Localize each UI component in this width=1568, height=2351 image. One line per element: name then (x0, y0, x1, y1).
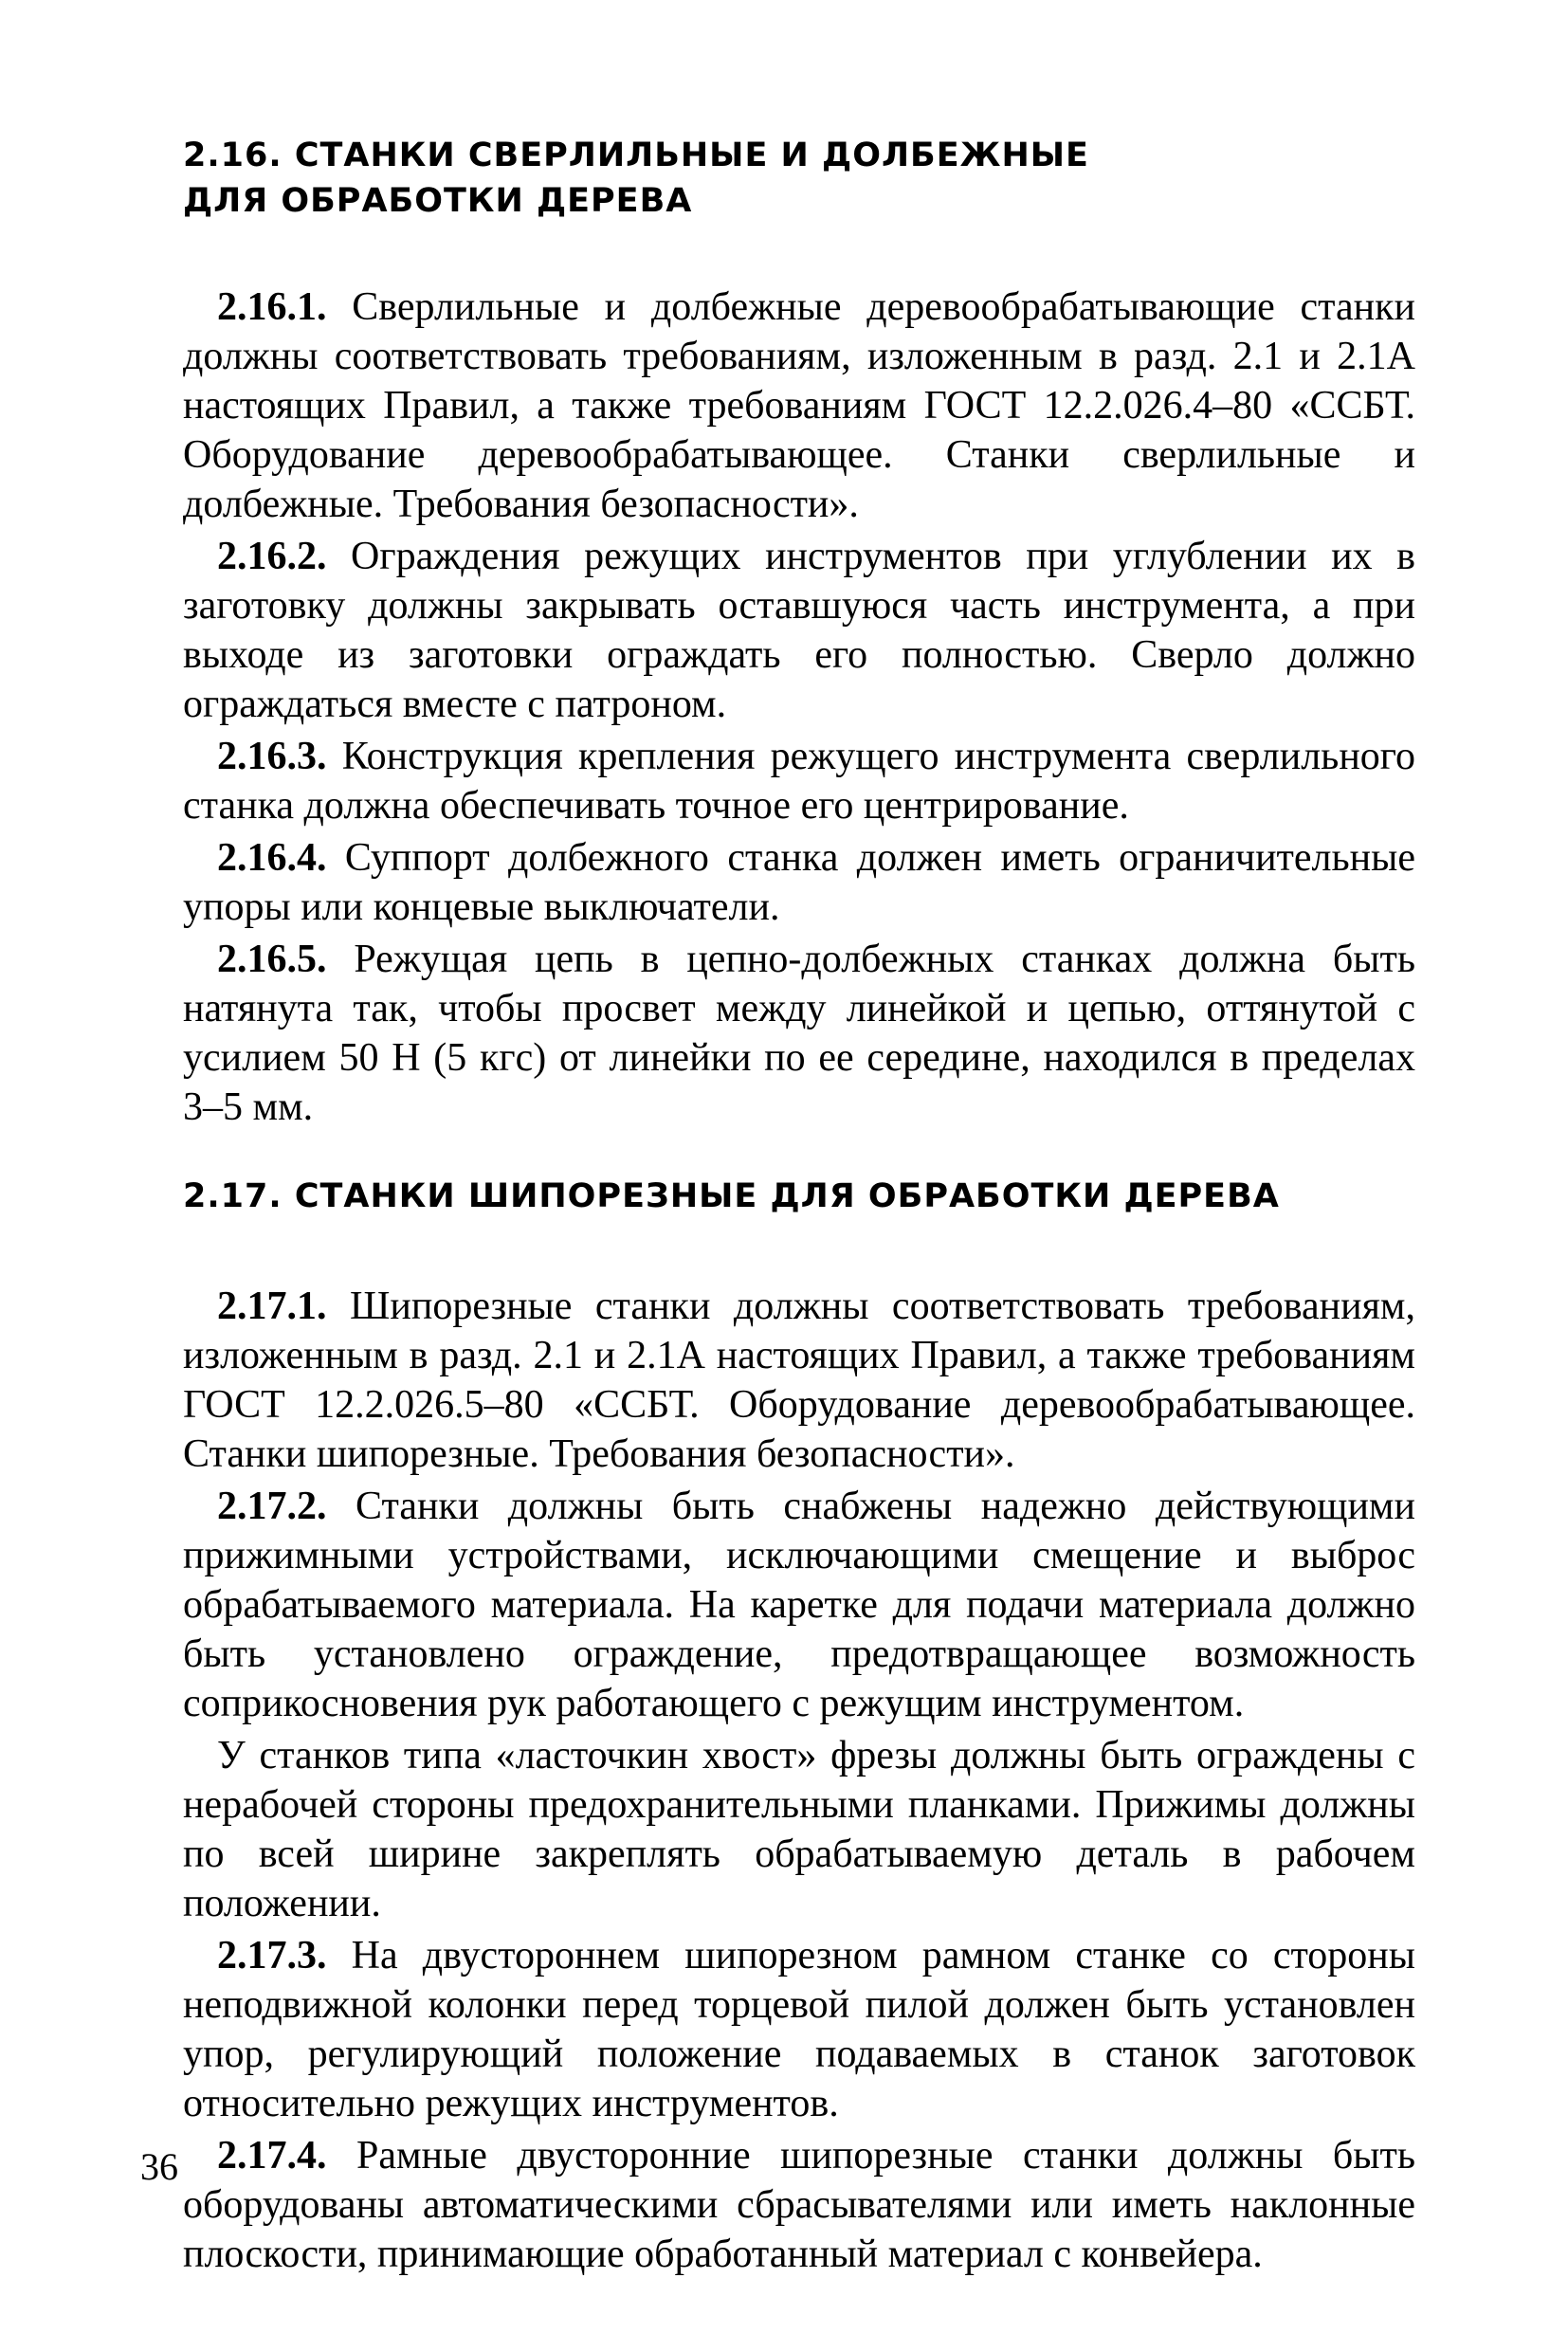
paragraph-text: У станков типа «ласточкин хвост» фрезы должны быть ограждены с нерабочей стороны предохранительными планками. Прижимы должны по всей ширине закреплять обрабатываемую деталь в рабочем положении. (183, 1734, 1415, 1925)
paragraph-text: Конструкция крепления режущего инструмента сверлильного станка должна обеспечивать точное его центрирование. (183, 735, 1415, 828)
paragraph-number: 2.17.1. (217, 1285, 327, 1328)
paragraph-text: Ограждения режущих инструментов при углублении их в заготовку должны закрывать оставшуюся часть инструмента, а при выходе из заготовки ограждать его полностью. Сверло должно ограждаться вместе с патроном. (183, 535, 1415, 726)
paragraph-2-17-4 (183, 2131, 1415, 2279)
section-2-17-body (183, 1282, 1415, 2279)
page-number: 36 (140, 2145, 178, 2188)
paragraph-number: 2.17.2. (217, 1485, 327, 1528)
paragraph-2-17-3 (183, 1931, 1415, 2128)
paragraph-number: 2.16.3. (217, 735, 327, 778)
paragraph-text: Рамные двусторонние шипорезные станки должны быть оборудованы автоматическими сбрасывателями или иметь наклонные плоскости, принимающие обработанный материал с конвейера. (183, 2134, 1415, 2276)
section-2-16-body (183, 282, 1415, 1132)
paragraph-number: 2.17.3. (217, 1934, 327, 1977)
paragraph-text: Режущая цепь в цепно-долбежных станках должна быть натянута так, чтобы просвет между линейкой и цепью, оттянутой с усилием 50 Н (5 кгс) от линейки по ее середине, находился в пределах 3–5 мм. (183, 938, 1415, 1129)
paragraph-number: 2.17.4. (217, 2134, 327, 2178)
paragraph-number: 2.16.1. (217, 285, 327, 329)
paragraph-2-17-2-continued (183, 1731, 1415, 1928)
paragraph-2-17-1 (183, 1282, 1415, 1479)
paragraph-text: Суппорт долбежного станка должен иметь ограничительные упоры или концевые выключатели. (183, 836, 1415, 929)
section-title-2-17: 2.17. СТАНКИ ШИПОРЕЗНЫЕ ДЛЯ ОБРАБОТКИ ДЕРЕВА (183, 1177, 1280, 1215)
paragraph-number: 2.16.2. (217, 535, 327, 578)
section-title-2-16: 2.16. СТАНКИ СВЕРЛИЛЬНЫЕ И ДОЛБЕЖНЫЕ ДЛЯ ОБРАБОТКИ ДЕРЕВА (183, 137, 1089, 220)
paragraph-number: 2.16.5. (217, 938, 327, 981)
paragraph-2-16-2 (183, 532, 1415, 729)
paragraph-number: 2.16.4. (217, 836, 327, 880)
paragraph-text: Шипорезные станки должны соответствовать требованиям, изложенным в разд. 2.1 и 2.1А настоящих Правил, а также требованиям ГОСТ 12.2.026.5–80 «ССБТ. Оборудование деревообрабатывающее. Станки шипорезные. Требования безопасности». (183, 1285, 1415, 1476)
paragraph-2-16-5 (183, 935, 1415, 1132)
paragraph-text: На двустороннем шипорезном рамном станке со стороны неподвижной колонки перед торцевой пилой должен быть установлен упор, регулирующий положение подаваемых в станок заготовок относительно режущих инструментов. (183, 1934, 1415, 2125)
paragraph-2-16-3 (183, 732, 1415, 830)
paragraph-text: Сверлильные и долбежные деревообрабатывающие станки должны соответствовать требованиям, изложенным в разд. 2.1 и 2.1А настоящих Правил, а также требованиям ГОСТ 12.2.026.4–80 «ССБТ. Оборудование деревообрабатывающее. Станки сверлильные и долбежные. Требования безопасности». (183, 285, 1415, 526)
paragraph-text: Станки должны быть снабжены надежно действующими прижимными устройствами, исключающими смещение и выброс обрабатываемого материала. На каретке для подачи материала должно быть установлено ограждение, предотвращающее возможность соприкосновения рук работающего с режущим инструментом. (183, 1485, 1415, 1725)
page-content (183, 133, 1415, 2279)
paragraph-2-16-4 (183, 833, 1415, 932)
paragraph-2-16-1 (183, 282, 1415, 529)
paragraph-2-17-2 (183, 1482, 1415, 1728)
